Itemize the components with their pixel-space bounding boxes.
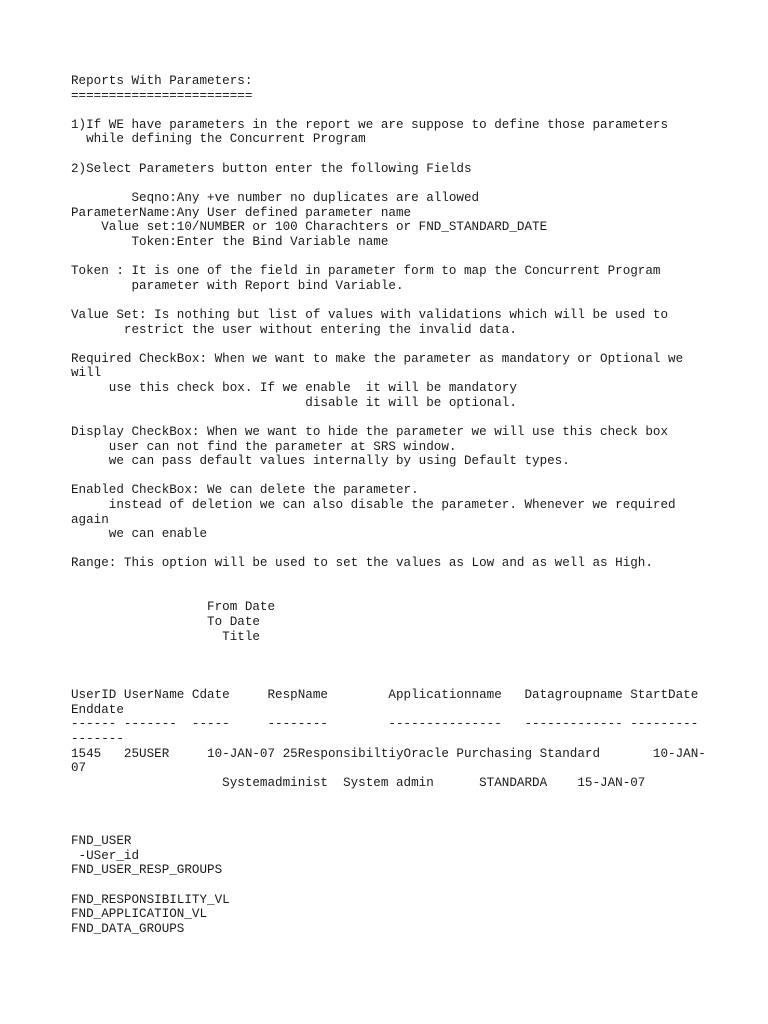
text-line: ------ ------- ----- -------- --------------- ------------- ---------	[71, 717, 699, 732]
text-line: Value set:10/NUMBER or 100 Charachters or FND_STANDARD_DATE	[71, 220, 548, 235]
text-line: disable it will be optional.	[71, 395, 517, 410]
text-line: Enddate	[71, 702, 124, 717]
text-line: Seqno:Any +ve number no duplicates are allowed	[71, 190, 480, 205]
text-line: ========================	[71, 88, 253, 103]
text-line: Display CheckBox: When we want to hide the parameter we will use this check box	[71, 424, 669, 439]
text-line: Range: This option will be used to set the values as Low and as well as High.	[71, 556, 653, 571]
text-line: -USer_id	[71, 848, 140, 863]
text-line: Required CheckBox: When we want to make the parameter as mandatory or Optional we	[71, 351, 684, 366]
text-line: parameter with Report bind Variable.	[71, 278, 404, 293]
text-line: From Date	[71, 600, 276, 615]
text-line: restrict the user without entering the invalid data.	[71, 322, 517, 337]
text-line: Title	[71, 629, 260, 644]
text-line: FND_DATA_GROUPS	[71, 921, 185, 936]
text-line: Token:Enter the Bind Variable name	[71, 234, 389, 249]
text-line: again	[71, 512, 109, 527]
text-line: user can not find the parameter at SRS window.	[71, 439, 457, 454]
text-line: Value Set: Is nothing but list of values with validations which will be used to	[71, 307, 669, 322]
text-line: FND_APPLICATION_VL	[71, 907, 208, 922]
text-line: 1545 25USER 10-JAN-07 25ResponsibiltiyOracle Purchasing Standard 10-JAN-	[71, 746, 706, 761]
text-line: FND_USER	[71, 834, 132, 849]
text-line: use this check box. If we enable it will be mandatory	[71, 381, 517, 396]
text-line: -------	[71, 731, 124, 746]
text-line: FND_USER_RESP_GROUPS	[71, 863, 223, 878]
text-line: Systemadminist System admin STANDARDA 15-JAN-07	[71, 775, 646, 790]
text-line: while defining the Concurrent Program	[71, 132, 366, 147]
text-line: ParameterName:Any User defined parameter name	[71, 205, 412, 220]
text-line: Enabled CheckBox: We can delete the parameter.	[71, 483, 419, 498]
text-line: instead of deletion we can also disable the parameter. Whenever we required	[71, 497, 676, 512]
text-line: 07	[71, 761, 87, 776]
text-line: will	[71, 366, 102, 381]
text-line: Reports With Parameters:	[71, 74, 253, 88]
text-line: we can pass default values internally by using Default types.	[71, 454, 570, 469]
text-line: 1)If WE have parameters in the report we are suppose to define those parameters	[71, 117, 669, 132]
text-line: we can enable	[71, 527, 208, 542]
text-line: Token : It is one of the field in parameter form to map the Concurrent Program	[71, 264, 661, 279]
text-line: 2)Select Parameters button enter the following Fields	[71, 161, 472, 176]
text-line: UserID UserName Cdate RespName Applicationname Datagroupname StartDate	[71, 688, 699, 703]
text-line: FND_RESPONSIBILITY_VL	[71, 892, 230, 907]
text-line: To Date	[71, 614, 260, 629]
